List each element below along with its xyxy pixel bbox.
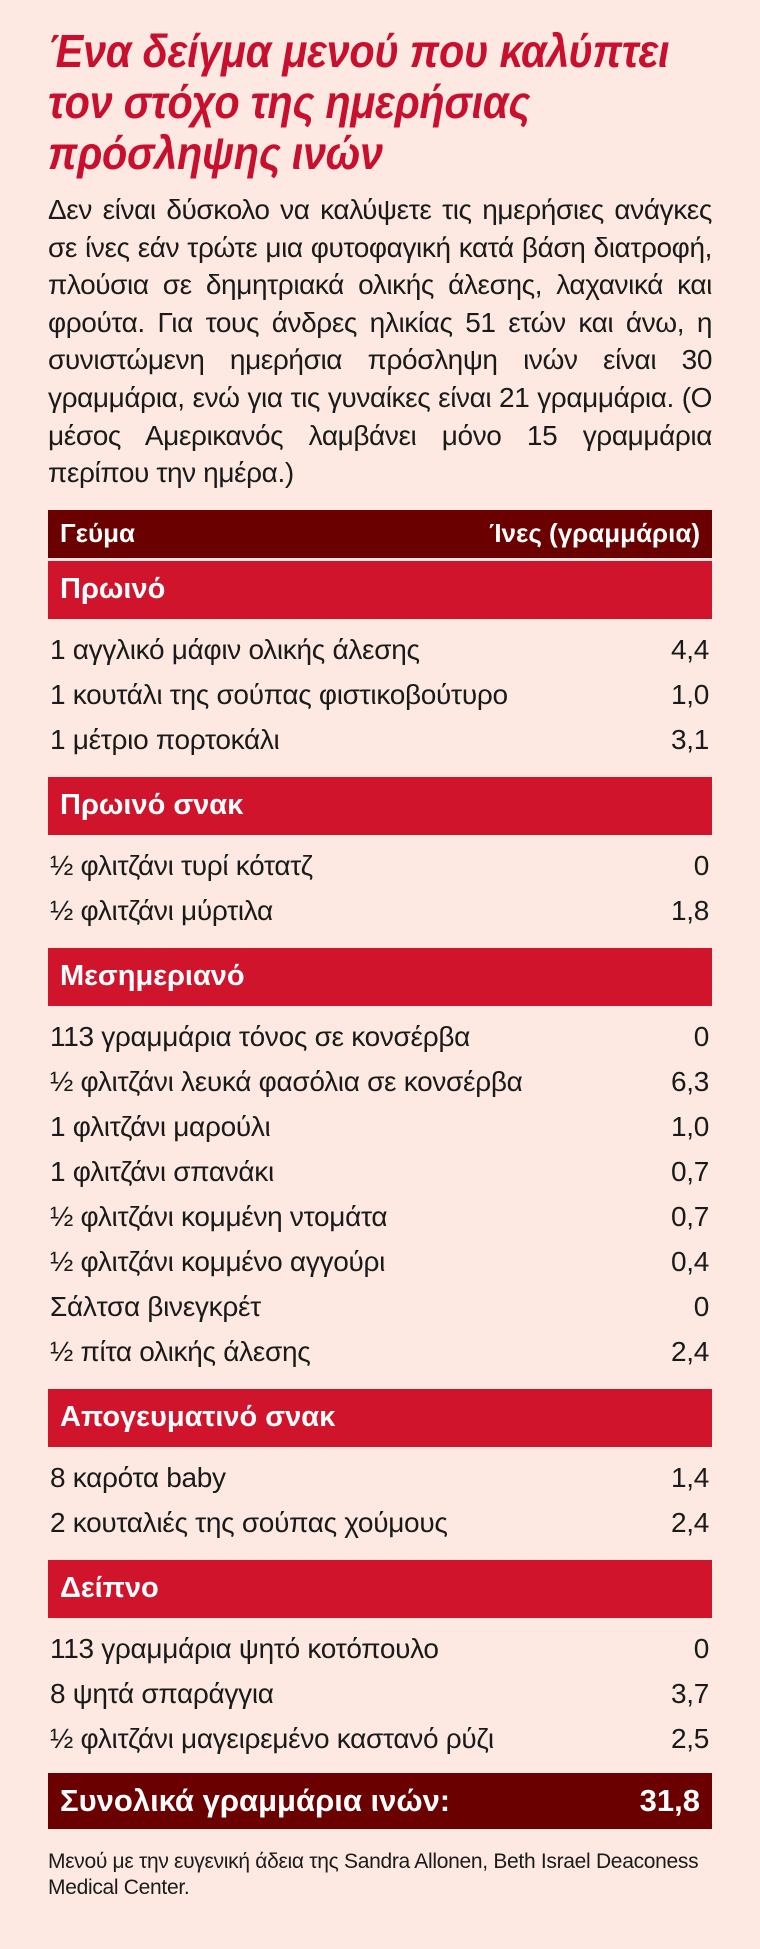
fiber-value: 1,0	[670, 1111, 709, 1143]
table-row	[48, 1150, 712, 1195]
table-row	[48, 1627, 712, 1672]
total-label: Συνολικά γραμμάρια ινών:	[60, 1782, 451, 1818]
section-items	[48, 1447, 712, 1557]
section-header: Μεσημεριανό	[48, 948, 712, 1006]
food-item: ½ φλιτζάνι μύρτιλα	[50, 895, 273, 927]
food-item: ½ φλιτζάνι λευκά φασόλια σε κονσέρβα	[50, 1066, 523, 1098]
total-row	[48, 1773, 712, 1829]
section-header: Απογευματινό σνακ	[48, 1389, 712, 1447]
fiber-value: 0	[693, 1021, 709, 1053]
table-row	[48, 1105, 712, 1150]
table-row	[48, 1501, 712, 1546]
table-row	[48, 844, 712, 889]
footnote: Μενού με την ευγενική άδεια της Sandra Allonen, Beth Israel Deaconess Medical Center.	[48, 1849, 699, 1899]
food-item: ½ φλιτζάνι κομμένο αγγούρι	[50, 1246, 386, 1278]
fiber-value: 1,0	[670, 679, 709, 711]
section-items	[48, 1006, 712, 1386]
food-item: 1 φλιτζάνι σπανάκι	[50, 1156, 274, 1188]
fiber-value: 0,7	[670, 1156, 709, 1188]
fiber-menu-table	[48, 510, 712, 1829]
food-item: ½ φλιτζάνι μαγειρεμένο καστανό ρύζι	[50, 1723, 494, 1755]
food-item: Σάλτσα βινεγκρέτ	[50, 1291, 261, 1323]
food-item: 1 αγγλικό μάφιν ολικής άλεσης	[50, 634, 420, 666]
table-row	[48, 1672, 712, 1717]
table-row	[48, 1060, 712, 1105]
food-item: 1 κουτάλι της σούπας φιστικοβούτυρο	[50, 679, 508, 711]
table-row	[48, 718, 712, 763]
fiber-value: 3,1	[670, 724, 709, 756]
fiber-value: 2,5	[670, 1723, 709, 1755]
section-header: Δείπνο	[48, 1560, 712, 1618]
table-row	[48, 1195, 712, 1240]
table-row	[48, 1330, 712, 1375]
table-row	[48, 1285, 712, 1330]
table-row	[48, 1240, 712, 1285]
section-items	[48, 1618, 712, 1773]
fiber-value: 1,8	[670, 895, 709, 927]
fiber-value: 0	[693, 1291, 709, 1323]
table-row	[48, 628, 712, 673]
section-header: Πρωινό σνακ	[48, 777, 712, 835]
page-title: Ένα δείγμα μενού που καλύπτει τον στόχο της ημερήσιας πρόσληψης ινών	[48, 25, 670, 179]
fiber-value: 4,4	[670, 634, 709, 666]
fiber-value: 0	[693, 1633, 709, 1665]
fiber-value: 0,7	[670, 1201, 709, 1233]
column-header-fiber: Ίνες (γραμμάρια)	[489, 518, 700, 549]
table-header	[48, 510, 712, 558]
food-item: 1 φλιτζάνι μαρούλι	[50, 1111, 271, 1143]
intro-paragraph: Δεν είναι δύσκολο να καλύψετε τις ημερήσιες ανάγκες σε ίνες εάν τρώτε μια φυτοφαγική κατά βάση διατροφή, πλούσια σε δημητριακά ολικής άλεσης, λαχανικά και φρούτα. Για τους άνδρες ηλικίας 51 ετών και άνω, η συνιστώμενη ημερήσια πρόσληψη ινών είναι 30 γραμμάρια, ενώ για τις γυναίκες είναι 21 γραμμάρια. (Ο μέσος Αμερικανός λαμβάνει μόνο 15 γραμμάρια περίπου την ημέρα.)	[48, 194, 712, 489]
food-item: 1 μέτριο πορτοκάλι	[50, 724, 280, 756]
total-value: 31,8	[639, 1782, 700, 1818]
section-header: Πρωινό	[48, 561, 712, 619]
food-item: 8 καρότα baby	[50, 1462, 226, 1494]
food-item: ½ πίτα ολικής άλεσης	[50, 1336, 311, 1368]
table-row	[48, 1015, 712, 1060]
table-sections	[48, 561, 712, 1773]
table-row	[48, 1717, 712, 1762]
fiber-value: 1,4	[670, 1462, 709, 1494]
fiber-value: 3,7	[670, 1678, 709, 1710]
food-item: ½ φλιτζάνι κομμένη ντομάτα	[50, 1201, 388, 1233]
section-items	[48, 619, 712, 774]
fiber-value: 6,3	[670, 1066, 709, 1098]
column-header-meal: Γεύμα	[60, 518, 135, 549]
food-item: 113 γραμμάρια ψητό κοτόπουλο	[50, 1633, 439, 1665]
table-row	[48, 889, 712, 934]
fiber-value: 2,4	[670, 1336, 709, 1368]
table-row	[48, 1456, 712, 1501]
food-item: 2 κουταλιές της σούπας χούμους	[50, 1507, 448, 1539]
table-row	[48, 673, 712, 718]
food-item: 8 ψητά σπαράγγια	[50, 1678, 274, 1710]
fiber-value: 0	[693, 850, 709, 882]
fiber-value: 0,4	[670, 1246, 709, 1278]
section-items	[48, 835, 712, 945]
food-item: ½ φλιτζάνι τυρί κότατζ	[50, 850, 313, 882]
food-item: 113 γραμμάρια τόνος σε κονσέρβα	[50, 1021, 471, 1053]
fiber-value: 2,4	[670, 1507, 709, 1539]
